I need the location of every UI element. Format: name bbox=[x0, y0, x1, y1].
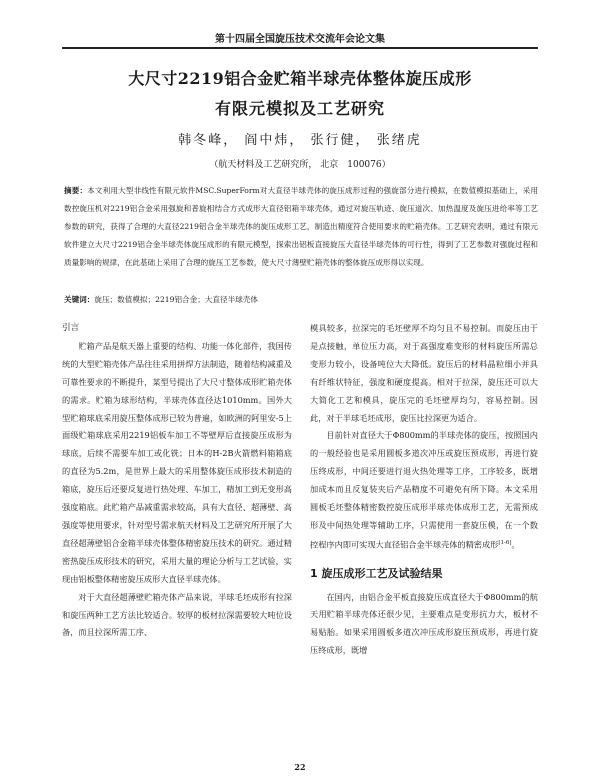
intro-paragraph-2: 对于大直径超薄壁贮箱壳体产品来说，半球毛坯成形有拉深和旋压两种工艺方法比较适合。较厚的板材拉深需要较大吨位设备，而且拉深所需工序、 bbox=[62, 591, 292, 638]
keywords bbox=[64, 293, 538, 307]
citation: [1-6] bbox=[498, 539, 512, 546]
paper-title-line2: 有限元模拟及工艺研究 bbox=[214, 99, 385, 118]
intro-heading: 引言 bbox=[62, 323, 80, 333]
authors: 韩冬峰， 阎中炜， 张行健， 张绪虎 bbox=[178, 133, 422, 148]
affiliation: （航天材料及工艺研究所， 北京 100076） bbox=[209, 160, 391, 170]
left-column bbox=[62, 320, 292, 642]
abstract-label: 摘要： bbox=[64, 186, 88, 195]
abstract-text: 本文利用大型非线性有限元软件MSC.SuperForm对大直径半球壳体的旋压成形过程的强旋部分进行模拟，在数值模拟基础上，采用数控旋压机对2219铝合金采用强旋和普旋相结合方式成形大直径铝箱半球壳体，通过对旋压轨迹、旋压道次、加热温度及旋压进给率等工艺参数的研究，获得了合理的大直径2219铝合金半球壳体的旋压成形工艺，制造出精度符合使用要求的贮箱壳体。工艺研究表明，通过有限元软件建立大尺寸2219铝合金半球壳体旋压成形的有限元模型，探索出铝板直接旋压大直径半球壳体的可行性，得到了工艺参数对强旋过程和质量影响的规律，在此基础上采用了合理的旋压工艺参数，使大尺寸薄壁贮箱壳体的整体旋压成形得以实现。 bbox=[64, 186, 539, 267]
section-1-paragraph-1: 在国内，由铝合金平板直接旋压成直径大于Φ800mm的航天用贮箱半球壳体还很少见，主要难点是变形抗力大，板材不易贴胎。如果采用圆板多道次冲压成形旋压预成形，再进行旋压终成形，既增 bbox=[310, 591, 538, 656]
section-1-heading: 1 旋压成形工艺及试验结果 bbox=[310, 566, 443, 580]
intro-paragraph-3-end: 。 bbox=[511, 539, 520, 550]
paper-title-line1: 大尺寸2219铝合金贮箱半球壳体整体旋压成形 bbox=[128, 69, 472, 88]
page-number: 22 bbox=[294, 762, 306, 772]
intro-paragraph-3 bbox=[310, 427, 538, 554]
header-rule bbox=[62, 47, 538, 49]
running-header: 第十四届全国旋压技术交流年会论文集 bbox=[215, 34, 385, 45]
keywords-text: 旋压；数值模拟；2219铝合金；大直径半球壳体 bbox=[94, 295, 258, 304]
right-column bbox=[310, 320, 538, 660]
intro-paragraph-2-continued: 模具较多，拉深完的毛坯壁厚不均匀且不易控制。而旋压由于是点接触，单位压力高，对于高强度难变形的材料旋压所需总变形力较小，设备吨位大大降低。旋压后的材料晶粒细小并具有纤维状特征，强度和硬度提高。相对于拉深，旋压还可以大大简化工艺和模具，旋压完的毛坯壁厚均匀，容易控制。因此，对于半球毛坯成形，旋压比拉深更为适合。 bbox=[310, 323, 538, 423]
abstract bbox=[64, 182, 538, 272]
keywords-label: 关键词： bbox=[64, 295, 95, 304]
intro-paragraph-3-text: 目前针对直径大于Φ800mm的半球壳体的旋压，按照国内的一般经验也是采用圆板多道次冲压或旋压预成形，再进行旋压终成形，中间还要进行退火热处理等工序，工序较多，既增加成本而且反复装夹后产品精度不可避免有所下降。本文采用圆板毛坯整体精密数控旋压成形半球壳体成形工艺，无需预成形及中间热处理等辅助工序，只需使用一套旋压模，在一个数控程序内即可实现大直径铝合金半球壳体的精密成形 bbox=[310, 430, 538, 550]
intro-paragraph-1: 贮箱产品是航天器上重要的结构、功能一体化部件，我国传统的大型贮箱壳体产品往往采用拼焊方法制造，随着结构减重及可靠性要求的不断提升，某型号提出了大尺寸整体成形贮箱壳体的需求。贮箱为球形结构，半球壳体直径达1010mm。国外大型贮箱球底采用旋压整体成形已较为普遍，如欧洲的阿里安-5上面级贮箱球底采用2219铝板车加工不等壁厚后直接旋压成形为球底，后续不需要车加工或化铣；日本的H-2B火箭燃料箱箱底的直径为5.2m，是世界上最大的采用整体旋压成形技术制造的箱底，旋压后还要反复进行热处理、车加工，精加工到无变形高强度箱底。此贮箱产品减重需求较高，具有大直径、超薄壁、高强度等使用要求，针对型号需求航天材料及工艺研究所开展了大直径超薄壁铝合金箱半球壳体整体精密旋压技术的研究。通过精密热旋压成形技术的研究，采用大量的理论分析与工艺试验，实现由铝板整体精密旋压成形大直径半球壳体。 bbox=[62, 340, 292, 584]
